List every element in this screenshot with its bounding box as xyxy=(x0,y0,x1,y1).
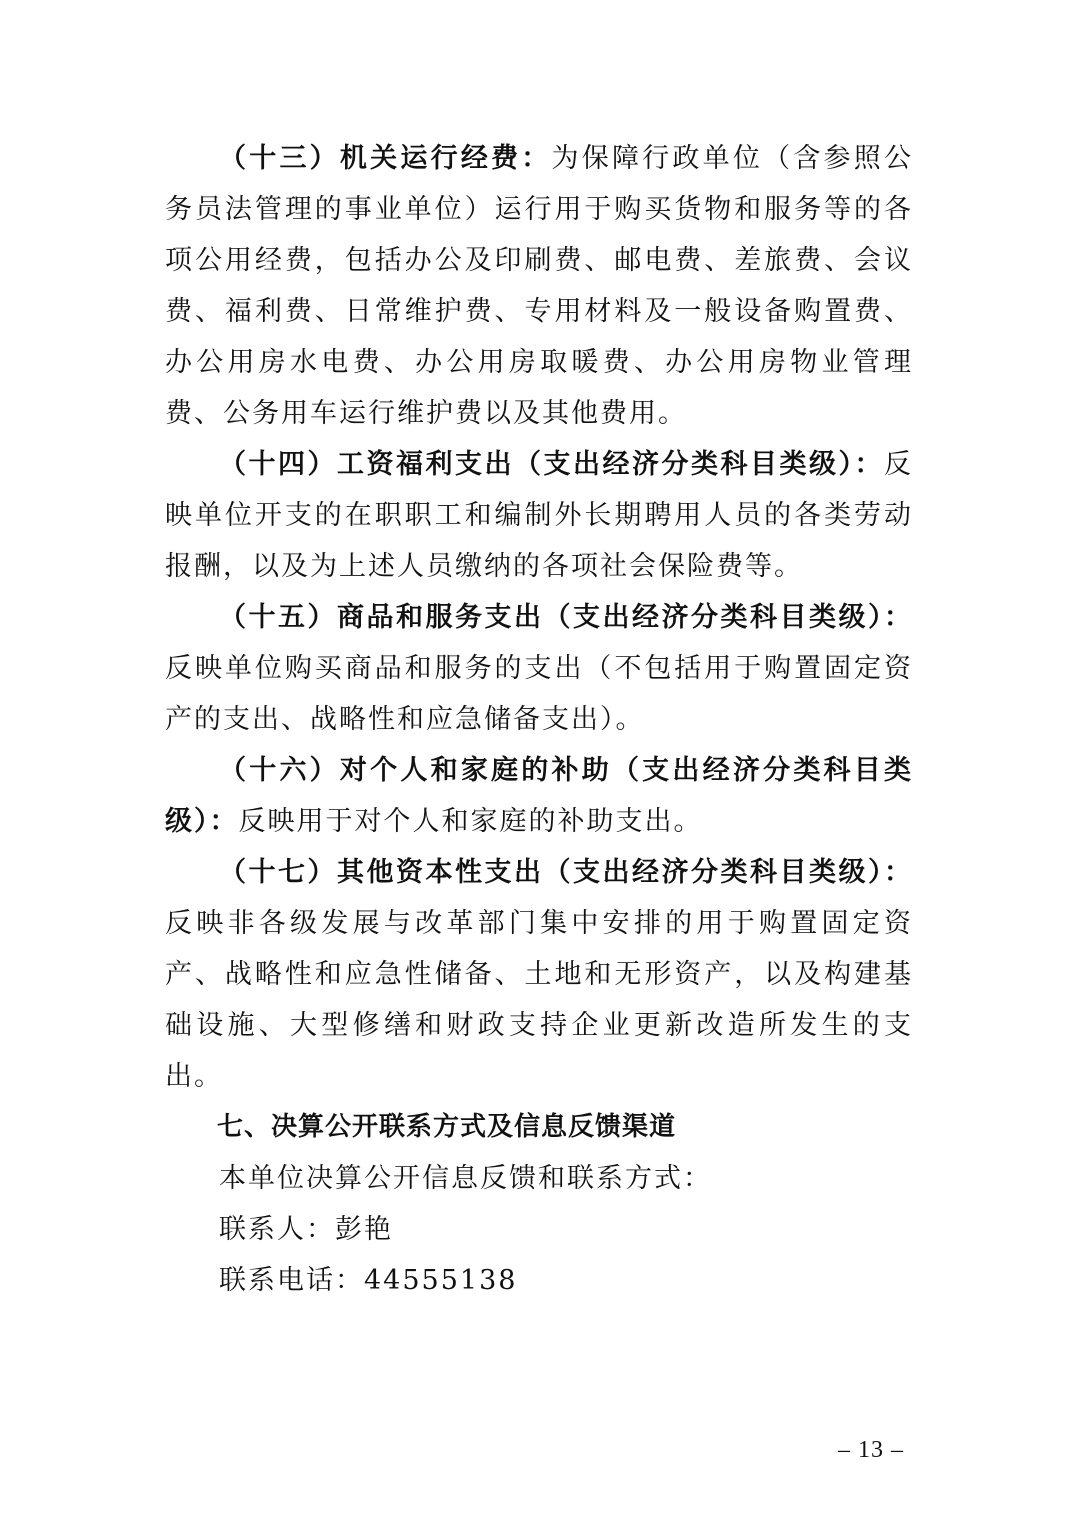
section-13-body: 为保障行政单位（含参照公务员法管理的事业单位）运行用于购买货物和服务等的各项公用经费，包括办公及印刷费、邮电费、差旅费、会议费、福利费、日常维护费、专用材料及一般设备购置费、办公用房水电费、办公用房取暖费、办公用房物业管理费、公务用车运行维护费以及其他费用。 xyxy=(165,143,913,429)
section-17-paragraph xyxy=(165,847,913,1102)
section-16-body: 反映用于对个人和家庭的补助支出。 xyxy=(238,806,703,837)
section-14-paragraph xyxy=(165,439,913,592)
section-17-body: 反映非各级发展与改革部门集中安排的用于购置固定资产、战略性和应急性储备、土地和无形资产，以及构建基础设施、大型修缮和财政支持企业更新改造所发生的支出。 xyxy=(165,908,913,1092)
contact-intro: 本单位决算公开信息反馈和联系方式： xyxy=(219,1163,712,1194)
section-15-title: （十五）商品和服务支出（支出经济分类科目类级）： xyxy=(219,602,913,633)
section-15-paragraph xyxy=(165,592,913,745)
section-13-paragraph xyxy=(165,133,913,439)
document-page xyxy=(165,133,913,1306)
section-15-body: 反映单位购买商品和服务的支出（不包括用于购置固定资产的支出、战略性和应急储备支出）。 xyxy=(165,653,913,735)
section-16-paragraph xyxy=(165,745,913,847)
contact-section-heading: 七、决算公开联系方式及信息反馈渠道 xyxy=(217,1112,677,1142)
section-17-title: （十七）其他资本性支出（支出经济分类科目类级）： xyxy=(219,857,913,888)
contact-person: 联系人：彭艳 xyxy=(219,1214,393,1245)
section-16-title: （十六）对个人和家庭的补助（支出经济分类科目类级）： xyxy=(165,755,913,837)
section-14-body: 反映单位开支的在职职工和编制外长期聘用人员的各类劳动报酬，以及为上述人员缴纳的各项社会保险费等。 xyxy=(165,449,913,582)
page-number: – 13 – xyxy=(838,1437,904,1463)
section-13-title: （十三）机关运行经费： xyxy=(219,143,552,174)
contact-phone: 联系电话：44555138 xyxy=(219,1265,518,1296)
section-14-title: （十四）工资福利支出（支出经济分类科目类级）： xyxy=(219,449,884,480)
